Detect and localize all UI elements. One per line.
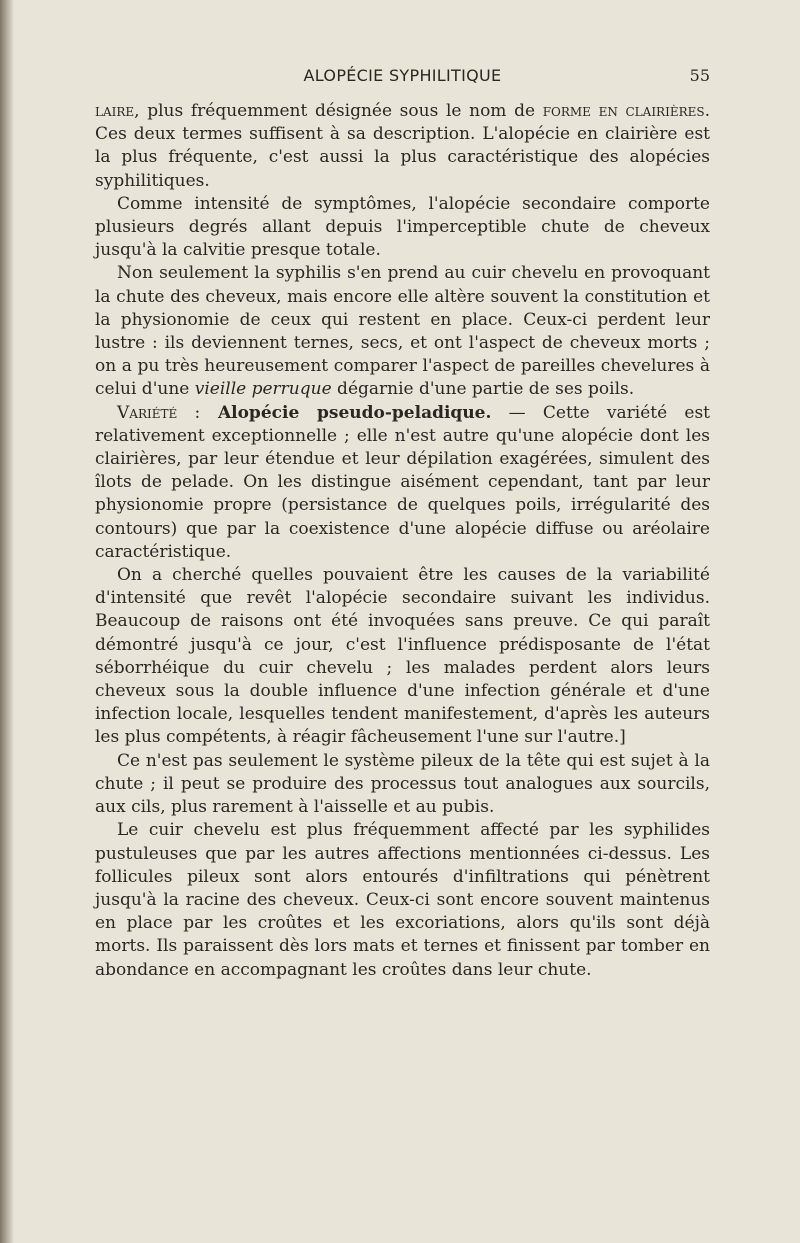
paragraph-text: dégarnie d'une partie de ses poils. bbox=[331, 379, 635, 400]
running-header bbox=[95, 66, 710, 90]
running-title: ALOPÉCIE SYPHILITIQUE bbox=[303, 66, 502, 85]
page-number: 55 bbox=[689, 66, 710, 85]
paragraph-7: Le cuir chevelu est plus fréquemment affecté par les syphilides pustuleuses que par les autres affections mentionnées ci-dessus. Les follicules pileux sont alors entourés d'infiltrations qui pénètrent jusqu'à la racine des cheveux. Ceux-ci sont encore souvent maintenus en place par les croûtes et les excoriations, alors qu'ils sont déjà morts. Ils paraissent dès lors mats et ternes et finissent par tomber en abondance en accompagnant les croûtes dans leur chute. bbox=[95, 820, 710, 980]
paragraph-1 bbox=[95, 100, 710, 193]
paragraph-5: On a cherché quelles pouvaient être les causes de la variabilité d'intensité que revêt l'alopécie secondaire suivant les individus. Beaucoup de raisons ont été invoquées sans preuve. Ce qui paraît démontré jusqu'à ce jour, c'est l'influence prédisposante de l'état séborrhéique du cuir chevelu ; les malades perdent alors leurs cheveux sous la double influence d'une infection générale et d'une infection locale, lesquelles tendent manifestement, d'après les auteurs les plus compétents, à réagir fâcheusement l'une sur l'autre.] bbox=[95, 565, 710, 748]
paragraph-6: Ce n'est pas seulement le système pileux de la tête qui est sujet à la chute ; il peut se produire des processus tout analogues aux sourcils, aux cils, plus rarement à l'aisselle et au pubis. bbox=[95, 750, 710, 818]
paragraph-text: plus fréquemment désignée sous le nom de bbox=[139, 101, 543, 121]
paragraph-4 bbox=[95, 402, 710, 564]
small-caps-text: laire, bbox=[95, 101, 140, 121]
section-heading: Alopécie pseudo-peladique. bbox=[200, 402, 492, 423]
body-text bbox=[95, 100, 710, 982]
paragraph-text: — Cette variété est relativement exceptionnelle ; elle n'est autre qu'une alopécie dont les clairières, par leur étendue et leur dépilation exagérées, simulent des îlots de pelade. On les distingue aisément cependant, tant par leur physionomie propre (persistance de quelques poils, irrégularité des contours) que par la coexistence d'une alopécie diffuse ou aréolaire caractéristique. bbox=[95, 402, 710, 562]
small-caps-text: forme en clairières. bbox=[542, 101, 711, 121]
paragraph-text: Ces deux termes suffisent à sa description. L'alopécie en clairière est la plus fréquente, c'est aussi la plus caractéristique des alopécies syphilitiques. bbox=[95, 124, 710, 191]
paragraph-text: Non seulement la syphilis s'en prend au cuir chevelu en provoquant la chute des cheveux, mais encore elle altère souvent la constitution et la physionomie de ceux qui restent en place. Ceux-ci perdent leur lustre : ils deviennent ternes, secs, et ont l'aspect de cheveux morts ; on a pu très heureusement comparer l'aspect de pareilles chevelures à celui d'une bbox=[95, 263, 710, 400]
paragraph-3 bbox=[95, 262, 710, 401]
paragraph-2: Comme intensité de symptômes, l'alopécie secondaire comporte plusieurs degrés allant depuis l'imperceptible chute de cheveux jusqu'à la calvitie presque totale. bbox=[95, 193, 710, 261]
italic-text: vieille perruque bbox=[194, 379, 332, 400]
section-label: Variété : bbox=[117, 402, 201, 423]
